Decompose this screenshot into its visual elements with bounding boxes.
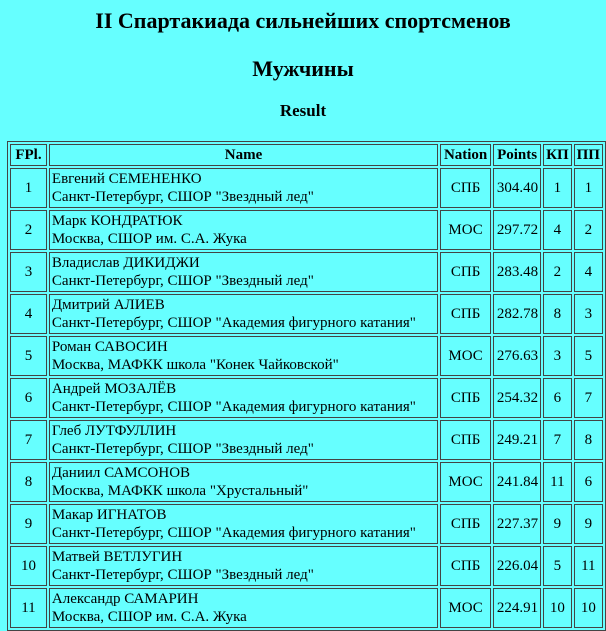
points-cell: 297.72 <box>493 210 541 250</box>
table-row <box>10 168 603 208</box>
table-row <box>10 252 603 292</box>
nation-cell: СПБ <box>440 546 491 586</box>
skater-club: Москва, СШОР им. С.А. Жука <box>51 231 247 247</box>
name-cell <box>49 546 438 586</box>
skater-club: Москва, МАФКК школа "Конек Чайковской" <box>51 357 339 373</box>
column-header-points: Points <box>493 144 541 166</box>
results-table <box>7 141 606 631</box>
kp-cell: 3 <box>543 336 572 376</box>
table-row <box>10 546 603 586</box>
place-cell: 11 <box>10 588 47 628</box>
header-row <box>10 144 603 166</box>
skater-name: Матвей ВЕТЛУГИН <box>51 549 183 565</box>
place-cell: 7 <box>10 420 47 460</box>
nation-cell: СПБ <box>440 420 491 460</box>
table-row <box>10 588 603 628</box>
name-cell <box>49 252 438 292</box>
table-row <box>10 336 603 376</box>
nation-cell: СПБ <box>440 252 491 292</box>
nation-cell: СПБ <box>440 168 491 208</box>
skater-name: Дмитрий АЛИЕВ <box>51 297 165 313</box>
skater-name: Андрей МОЗАЛЁВ <box>51 381 177 397</box>
column-header-place: FPl. <box>10 144 47 166</box>
points-cell: 282.78 <box>493 294 541 334</box>
kp-cell: 8 <box>543 294 572 334</box>
points-cell: 226.04 <box>493 546 541 586</box>
skater-name: Макар ИГНАТОВ <box>51 507 167 523</box>
kp-cell: 9 <box>543 504 572 544</box>
name-cell <box>49 294 438 334</box>
name-cell <box>49 210 438 250</box>
name-cell <box>49 378 438 418</box>
points-cell: 304.40 <box>493 168 541 208</box>
place-cell: 9 <box>10 504 47 544</box>
kp-cell: 10 <box>543 588 572 628</box>
column-header-name: Name <box>49 144 438 166</box>
kp-cell: 4 <box>543 210 572 250</box>
kp-cell: 7 <box>543 420 572 460</box>
skater-name: Даниил САМСОНОВ <box>51 465 191 481</box>
skater-name: Владислав ДИКИДЖИ <box>51 255 200 271</box>
pp-cell: 6 <box>574 462 603 502</box>
skater-name: Роман САВОСИН <box>51 339 168 355</box>
pp-cell: 7 <box>574 378 603 418</box>
points-cell: 224.91 <box>493 588 541 628</box>
nation-cell: МОС <box>440 336 491 376</box>
place-cell: 4 <box>10 294 47 334</box>
nation-cell: СПБ <box>440 504 491 544</box>
pp-cell: 1 <box>574 168 603 208</box>
points-cell: 241.84 <box>493 462 541 502</box>
event-title: II Спартакиада сильнейших спортсменов <box>95 8 511 33</box>
name-cell <box>49 462 438 502</box>
pp-cell: 8 <box>574 420 603 460</box>
skater-name: Глеб ЛУТФУЛЛИН <box>51 423 177 439</box>
name-cell <box>49 420 438 460</box>
pp-cell: 10 <box>574 588 603 628</box>
points-cell: 254.32 <box>493 378 541 418</box>
place-cell: 8 <box>10 462 47 502</box>
place-cell: 10 <box>10 546 47 586</box>
skater-club: Санкт-Петербург, СШОР "Академия фигурного катания" <box>51 315 416 331</box>
pp-cell: 11 <box>574 546 603 586</box>
skater-club: Москва, МАФКК школа "Хрустальный" <box>51 483 309 499</box>
name-cell <box>49 504 438 544</box>
table-row <box>10 504 603 544</box>
table-row <box>10 294 603 334</box>
pp-cell: 4 <box>574 252 603 292</box>
nation-cell: МОС <box>440 462 491 502</box>
name-cell <box>49 168 438 208</box>
skater-club: Санкт-Петербург, СШОР "Звездный лед" <box>51 273 314 289</box>
table-row <box>10 210 603 250</box>
kp-cell: 2 <box>543 252 572 292</box>
name-cell <box>49 336 438 376</box>
skater-club: Москва, СШОР им. С.А. Жука <box>51 609 247 625</box>
skater-name: Александр САМАРИН <box>51 591 199 607</box>
pp-cell: 2 <box>574 210 603 250</box>
nation-cell: СПБ <box>440 294 491 334</box>
nation-cell: МОС <box>440 210 491 250</box>
column-header-nation: Nation <box>440 144 491 166</box>
table-row <box>10 378 603 418</box>
points-cell: 283.48 <box>493 252 541 292</box>
points-cell: 249.21 <box>493 420 541 460</box>
skater-club: Санкт-Петербург, СШОР "Звездный лед" <box>51 567 314 583</box>
place-cell: 2 <box>10 210 47 250</box>
column-header-pp: ПП <box>574 144 603 166</box>
skater-club: Санкт-Петербург, СШОР "Звездный лед" <box>51 189 314 205</box>
name-cell <box>49 588 438 628</box>
pp-cell: 3 <box>574 294 603 334</box>
place-cell: 6 <box>10 378 47 418</box>
skater-club: Санкт-Петербург, СШОР "Академия фигурного катания" <box>51 525 416 541</box>
segment-title: Result <box>279 101 327 120</box>
kp-cell: 6 <box>543 378 572 418</box>
skater-club: Санкт-Петербург, СШОР "Звездный лед" <box>51 441 314 457</box>
column-header-kp: КП <box>543 144 572 166</box>
points-cell: 227.37 <box>493 504 541 544</box>
pp-cell: 5 <box>574 336 603 376</box>
pp-cell: 9 <box>574 504 603 544</box>
place-cell: 1 <box>10 168 47 208</box>
table-row <box>10 462 603 502</box>
points-cell: 276.63 <box>493 336 541 376</box>
table-row <box>10 420 603 460</box>
category-title: Мужчины <box>252 56 354 81</box>
skater-club: Санкт-Петербург, СШОР "Академия фигурного катания" <box>51 399 416 415</box>
skater-name: Евгений СЕМЕНЕНКО <box>51 171 202 187</box>
skater-name: Марк КОНДРАТЮК <box>51 213 183 229</box>
place-cell: 3 <box>10 252 47 292</box>
kp-cell: 11 <box>543 462 572 502</box>
nation-cell: СПБ <box>440 378 491 418</box>
kp-cell: 1 <box>543 168 572 208</box>
nation-cell: МОС <box>440 588 491 628</box>
place-cell: 5 <box>10 336 47 376</box>
kp-cell: 5 <box>543 546 572 586</box>
